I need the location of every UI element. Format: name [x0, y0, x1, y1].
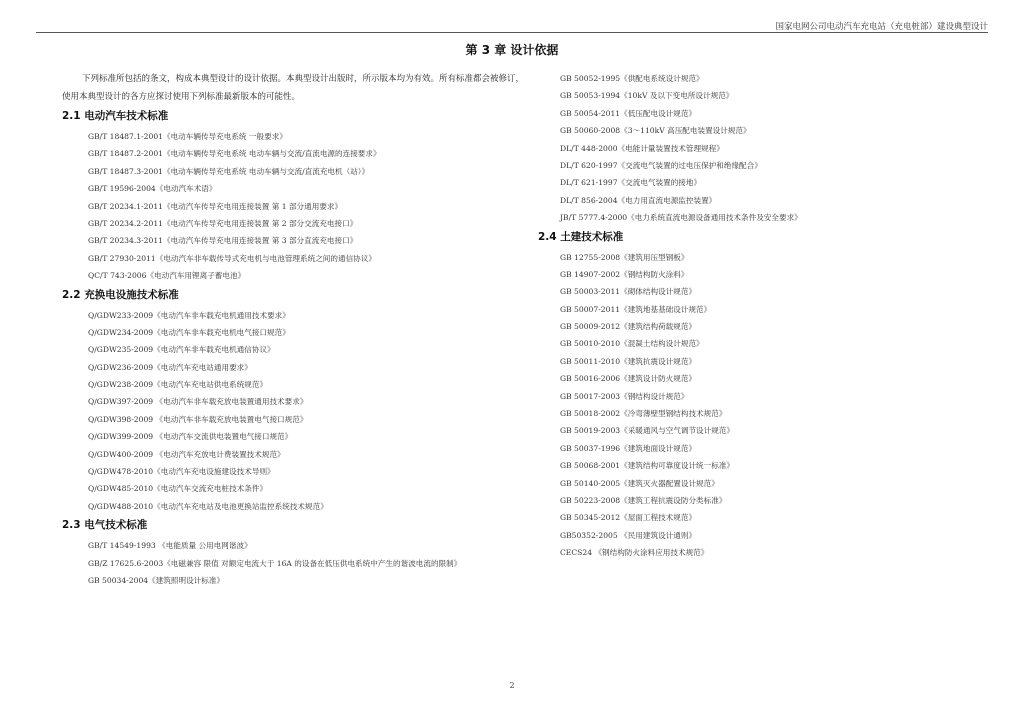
- standard-item: Q/GDW235-2009《电动汽车非车载充电机通信协议》: [88, 345, 275, 355]
- section-title: 2.2 充换电设施技术标准: [62, 288, 179, 301]
- standard-item: GB50352-2005 《民用建筑设计通则》: [560, 530, 697, 540]
- standard-item: Q/GDW399-2009 《电动汽车交流供电装置电气接口规范》: [88, 432, 293, 442]
- section-title: 2.1 电动汽车技术标准: [62, 110, 169, 122]
- standard-item: GB/T 20234.2-2011《电动汽车传导充电用连接装置 第 2 部分交流充电接口》: [88, 218, 358, 228]
- section: [62, 517, 532, 589]
- page-number: 2: [509, 681, 515, 690]
- standard-item: DL/T 621-1997《交流电气装置的接地》: [560, 178, 702, 188]
- standard-item: GB 50345-2012《屋面工程技术规范》: [560, 513, 697, 523]
- standard-item: GB 50003-2011《砌体结构设计规范》: [560, 287, 697, 297]
- left-sections: [62, 108, 532, 589]
- right-sections: [538, 70, 978, 562]
- standard-item: GB 50016-2006《建筑设计防火规范》: [560, 374, 697, 384]
- standards-list: [538, 249, 978, 562]
- standard-item: GB 50019-2003《采暖通风与空气调节设计规范》: [560, 426, 735, 436]
- standard-item: JB/T 5777.4-2000《电力系统直流电源设备通用技术条件及安全要求》: [560, 213, 802, 223]
- standard-item: GB 12755-2008《建筑用压型钢板》: [560, 252, 689, 262]
- standard-item: GB/T 19596-2004《电动汽车术语》: [88, 184, 217, 194]
- section-title: 2.3 电气技术标准: [62, 519, 148, 532]
- standard-item: GB/Z 17625.6-2003《电磁兼容 限值 对额定电流大于 16A 的设备在低压供电系统中产生的谐波电流的限制》: [88, 558, 462, 568]
- standard-item: GB/T 18487.1-2001《电动车辆传导充电系统 一般要求》: [88, 132, 287, 141]
- standard-item: Q/GDW485-2010《电动汽车交流充电桩技术条件》: [88, 484, 268, 494]
- standard-item: GB 50068-2001《建筑结构可靠度设计统一标准》: [560, 461, 735, 471]
- section: [538, 229, 978, 562]
- standard-item: GB 50037-1996《建筑地面设计规范》: [560, 443, 697, 453]
- standard-item: QC/T 743-2006《电动汽车用锂离子蓄电池》: [88, 271, 246, 281]
- standard-item: GB/T 18487.2-2001《电动车辆传导充电系统 电动车辆与交流/直流电源的连接要求》: [88, 149, 381, 159]
- standard-item: GB 50018-2002《冷弯薄壁型钢结构技术规范》: [560, 409, 727, 419]
- standard-item: Q/GDW478-2010《电动汽车充电设施建设技术导则》: [88, 467, 275, 477]
- standard-item: GB/T 20234.1-2011《电动汽车传导充电用连接装置 第 1 部分通用要求》: [88, 201, 343, 211]
- header-divider: [36, 32, 988, 33]
- standards-list: [62, 537, 532, 589]
- section: [62, 287, 532, 516]
- standard-item: Q/GDW397-2009 《电动汽车非车载充放电装置通用技术要求》: [88, 397, 308, 407]
- standard-item: GB 50017-2003《钢结构设计规范》: [560, 391, 689, 401]
- standard-item: Q/GDW238-2009《电动汽车充电站供电系统规范》: [88, 380, 268, 390]
- section: [538, 70, 978, 227]
- standard-item: GB 50007-2011《建筑地基基础设计规范》: [560, 304, 712, 314]
- standard-item: GB 50140-2005《建筑灭火器配置设计规范》: [560, 478, 719, 488]
- standard-item: CECS24 《钢结构防火涂料应用技术规范》: [560, 548, 709, 558]
- standards-list: [538, 70, 978, 227]
- section-title: 2.4 土建技术标准: [538, 230, 624, 243]
- standard-item: DL/T 620-1997《交流电气装置的过电压保护和绝缘配合》: [560, 160, 762, 170]
- section: [62, 108, 532, 285]
- standard-item: DL/T 448-2000《电能计量装置技术管理规程》: [560, 143, 724, 153]
- standard-item: GB 50009-2012《建筑结构荷载规范》: [560, 322, 697, 332]
- right-column: [538, 70, 978, 562]
- chapter-title: 第 3 章 设计依据: [465, 43, 559, 57]
- left-column: [62, 70, 532, 589]
- standard-item: Q/GDW236-2009《电动汽车充电站通用要求》: [88, 362, 252, 372]
- standard-item: GB 50011-2010《建筑抗震设计规范》: [560, 356, 697, 366]
- standard-item: GB/T 20234.3-2011《电动汽车传导充电用连接装置 第 3 部分直流充电接口》: [88, 236, 358, 246]
- intro-paragraph: 下列标准所包括的条文，构成本典型设计的设计依据。本典型设计出版时，所示版本均为有效。所有标准都会被修订，使用本典型设计的各方应探讨使用下列标准最新版本的可能性。: [62, 74, 525, 102]
- standard-item: GB 50223-2008《建筑工程抗震设防分类标准》: [560, 495, 727, 505]
- standard-item: GB 50060-2008《3～110kV 高压配电装置设计规范》: [560, 126, 751, 136]
- standard-item: Q/GDW398-2009 《电动汽车非车载充放电装置电气接口规范》: [88, 414, 308, 424]
- standard-item: Q/GDW233-2009《电动汽车非车载充电机通用技术要求》: [88, 310, 290, 320]
- standard-item: GB/T 18487.3-2001《电动车辆传导充电系统 电动车辆与交流/直流充电机（站）》: [88, 166, 370, 176]
- standard-item: DL/T 856-2004《电力用直流电源监控装置》: [560, 195, 717, 205]
- standard-item: GB 50052-1995《供配电系统设计规范》: [560, 74, 704, 83]
- standards-list: [62, 128, 532, 285]
- standard-item: GB 50034-2004《建筑照明设计标准》: [88, 575, 225, 585]
- standard-item: GB 50054-2011《低压配电设计规范》: [560, 108, 697, 118]
- running-header: 国家电网公司电动汽车充电站（充电桩部）建设典型设计: [775, 22, 988, 32]
- standard-item: Q/GDW400-2009 《电动汽车充放电计费装置技术规范》: [88, 449, 285, 459]
- standard-item: GB/T 14549-1993 《电能质量 公用电网谐波》: [88, 541, 252, 551]
- standard-item: GB/T 27930-2011《电动汽车非车载传导式充电机与电池管理系统之间的通信协议》: [88, 253, 376, 263]
- standard-item: Q/GDW234-2009《电动汽车非车载充电机电气接口规范》: [88, 327, 290, 337]
- standard-item: Q/GDW488-2010《电动汽车充电站及电池更换站监控系统技术规范》: [88, 501, 328, 511]
- standard-item: GB 50010-2010《混凝土结构设计规范》: [560, 339, 704, 349]
- standard-item: GB 14907-2002《钢结构防火涂料》: [560, 269, 689, 279]
- standards-list: [62, 307, 532, 516]
- standard-item: GB 50053-1994《10kV 及以下变电所设计规范》: [560, 91, 734, 101]
